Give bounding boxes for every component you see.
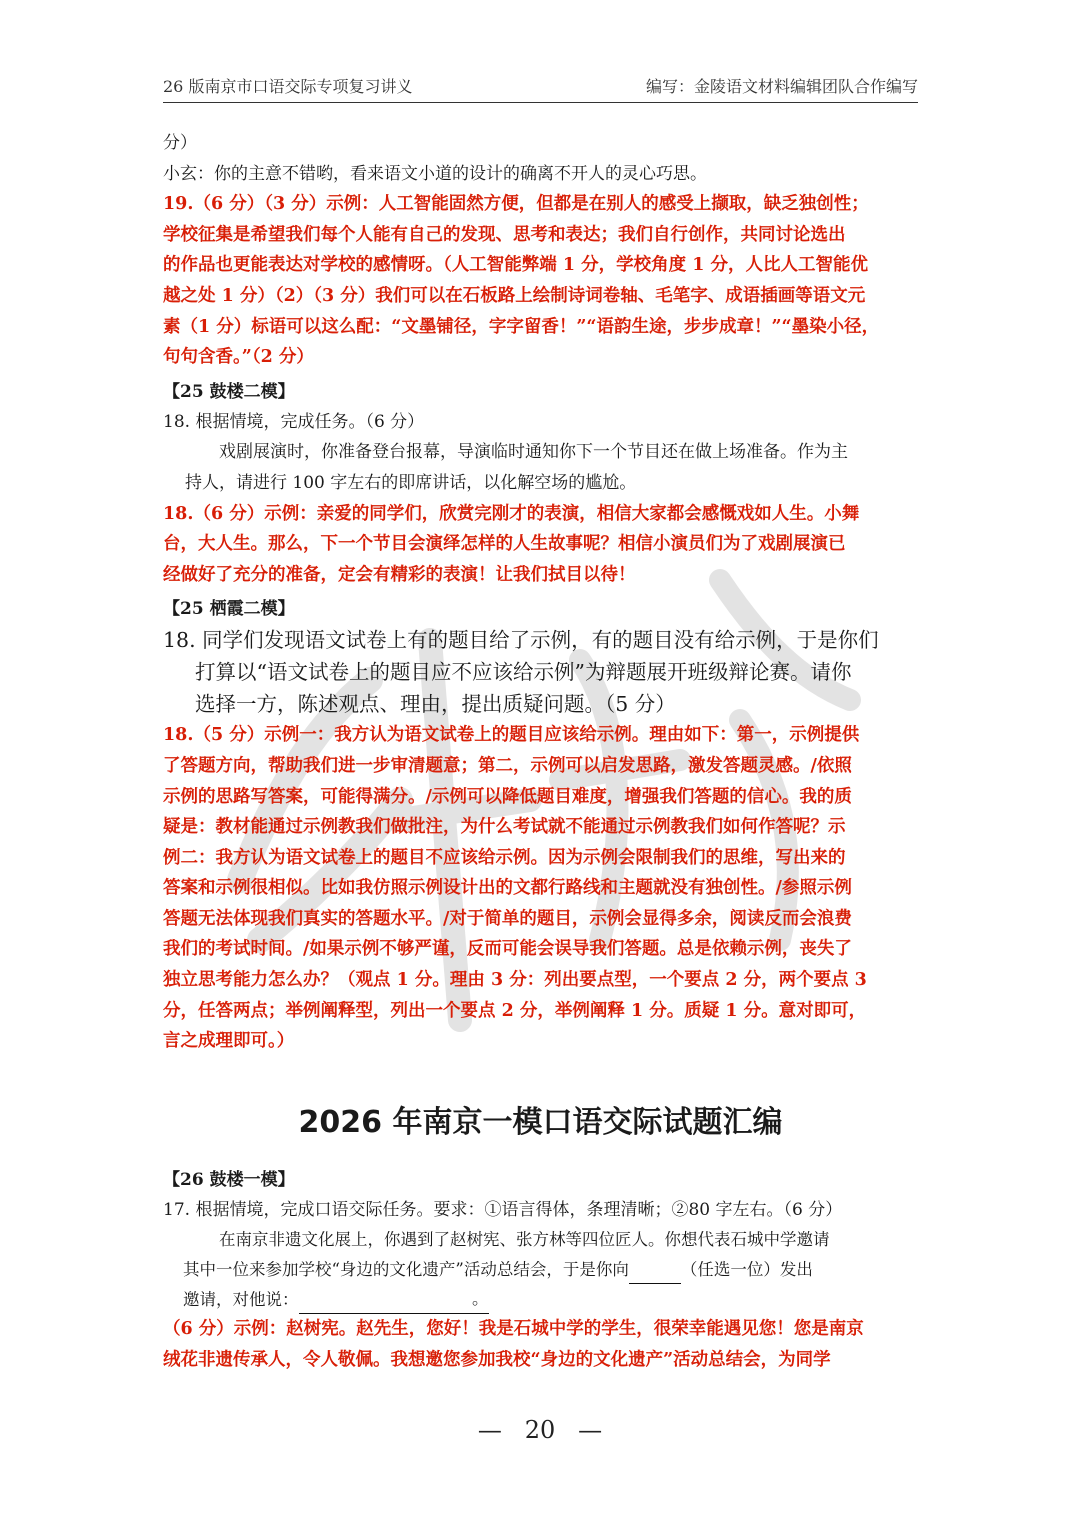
answer-18-gulou: [163, 499, 918, 591]
question-stem: 18. 根据情境，完成任务。（6 分）: [163, 411, 425, 432]
scene-text: （任选一位）发出: [680, 1260, 813, 1280]
question-line: 打算以“语文试卷上的题目应不应该给示例”为辩题展开班级辩论赛。请你: [195, 660, 852, 685]
answer-line: 台，大人生。那么，下一个节目会演绎怎样的人生故事呢？相信小演员们为了戏剧展演已: [163, 534, 846, 555]
answer-line: 素（1 分）标语可以这么配：“文墨铺径，字字留香！”“语韵生途，步步成章！”“墨染小径，: [163, 316, 880, 337]
answer-line: 的作品也更能表达对学校的感情呀。（人工智能弊端 1 分，学校角度 1 分，人比人工智能优: [163, 255, 868, 276]
fill-blank: [629, 1254, 681, 1284]
answer-line: 19.（6 分）（3 分）示例：人工智能固然方便，但都是在别人的感受上撷取，缺乏独创性；: [163, 194, 869, 215]
question-18-qixia: [163, 624, 918, 720]
page-footer: [0, 1416, 1080, 1444]
question-line: 18. 同学们发现语文试卷上有的题目给了示例，有的题目没有给示例，于是你们: [163, 628, 879, 653]
header-left: 26 版南京市口语交际专项复习讲义: [163, 77, 413, 96]
answer-line: 句句含香。”（2 分）: [163, 347, 314, 368]
answer-line: 例二：我方认为语文试卷上的题目不应该给示例。因为示例会限制我们的思维，写出来的: [163, 847, 846, 868]
scene-line: 在南京非遗文化展上，你遇到了赵树宪、张方林等四位匠人。你想代表石城中学邀请: [219, 1230, 830, 1250]
main-title: 2026 年南京一模口语交际试题汇编: [298, 1104, 783, 1140]
fill-blank: [299, 1284, 489, 1314]
answer-line: 言之成理即可。）: [163, 1031, 295, 1052]
answer-line: 越之处 1 分）（2）（3 分）我们可以在石板路上绘制诗词卷轴、毛笔字、成语插画等语文元: [163, 285, 866, 306]
text-line: 分）: [163, 133, 197, 153]
scene-line: [163, 1284, 918, 1314]
answer-18-qixia: [163, 720, 918, 1057]
answer-line: 独立思考能力怎么办？（观点 1 分。理由 3 分：列出要点型，一个要点 2 分，两个要点 3: [163, 970, 867, 991]
answer-line: （6 分）示例：赵树宪。赵先生，您好！我是石城中学的学生，很荣幸能遇见您！您是南京: [163, 1319, 864, 1340]
scene-line: 持人，请进行 100 字左右的即席讲话，以化解空场的尴尬。: [185, 472, 637, 493]
scene-text: 邀请，对他说：: [183, 1290, 299, 1310]
page-header: [163, 74, 918, 97]
question-line: 选择一方，陈述观点、理由，提出质疑问题。（5 分）: [195, 692, 676, 717]
answer-line: 18.（6 分）示例：亲爱的同学们，欣赏完刚才的表演，相信大家都会感慨戏如人生。小舞: [163, 503, 860, 524]
section-heading: 【26 鼓楼一模】: [163, 1169, 295, 1190]
answer-line: 疑是：教材能通过示例教我们做批注，为什么考试就不能通过示例教我们如何作答呢？示: [163, 817, 846, 838]
answer-line: 18.（5 分）示例一：我方认为语文试卷上的题目应该给示例。理由如下：第一，示例提供: [163, 725, 860, 746]
answer-line: 分，任答两点；举例阐释型，列出一个要点 2 分，举例阐释 1 分。质疑 1 分。意对即可，: [163, 1000, 867, 1021]
answer-line: 示例的思路写答案，可能得满分。/示例可以降低题目难度，增强我们答题的信心。我的质: [163, 786, 852, 807]
answer-line: 答题无法体现我们真实的答题水平。/对于简单的题目，示例会显得多余，阅读反而会浪费: [163, 908, 852, 929]
answer-line: 了答题方向，帮助我们进一步审清题意；第二，示例可以启发思路，激发答题灵感。/依照: [163, 755, 852, 776]
scene-line: [163, 1254, 918, 1284]
section-heading: 【25 栖霞二模】: [163, 599, 295, 620]
answer-line: 经做好了充分的准备，定会有精彩的表演！让我们拭目以待！: [163, 564, 636, 585]
footer-dash-right: —: [555, 1416, 603, 1444]
section-heading: 【25 鼓楼二模】: [163, 381, 295, 402]
header-rule: [163, 102, 918, 103]
answer-17: [163, 1314, 918, 1375]
answer-line: 绒花非遗传承人，令人敬佩。我想邀您参加我校“身边的文化遗产”活动总结会，为同学: [163, 1350, 831, 1371]
page-number: 20: [524, 1416, 556, 1444]
answer-line: 学校征集是希望我们每个人能有自己的发现、思考和表达；我们自行创作，共同讨论选出: [163, 224, 846, 245]
header-right: 编写：金陵语文材料编辑团队合作编写: [645, 77, 918, 96]
blank-end-mark: 。: [472, 1289, 489, 1309]
scene-text: 其中一位来参加学校“身边的文化遗产”活动总结会，于是你向: [183, 1260, 629, 1280]
answer-line: 答案和示例很相似。比如我仿照示例设计出的文都行路线和主题就没有独创性。/参照示例: [163, 878, 852, 899]
answer-19: [163, 189, 918, 373]
text-line: 小玄：你的主意不错哟，看来语文小道的设计的确离不开人的灵心巧思。: [163, 163, 707, 184]
footer-dash-left: —: [477, 1416, 525, 1444]
scene-line: 戏剧展演时，你准备登台报幕，导演临时通知你下一个节目还在做上场准备。作为主: [219, 442, 848, 463]
question-stem: 17. 根据情境，完成口语交际任务。要求：①语言得体，条理清晰；②80 字左右。（6 分）: [163, 1199, 843, 1220]
page-content: [163, 128, 918, 1376]
answer-line: 我们的考试时间。/如果示例不够严谨，反而可能会误导我们答题。总是依赖示例，丧失了: [163, 939, 852, 960]
